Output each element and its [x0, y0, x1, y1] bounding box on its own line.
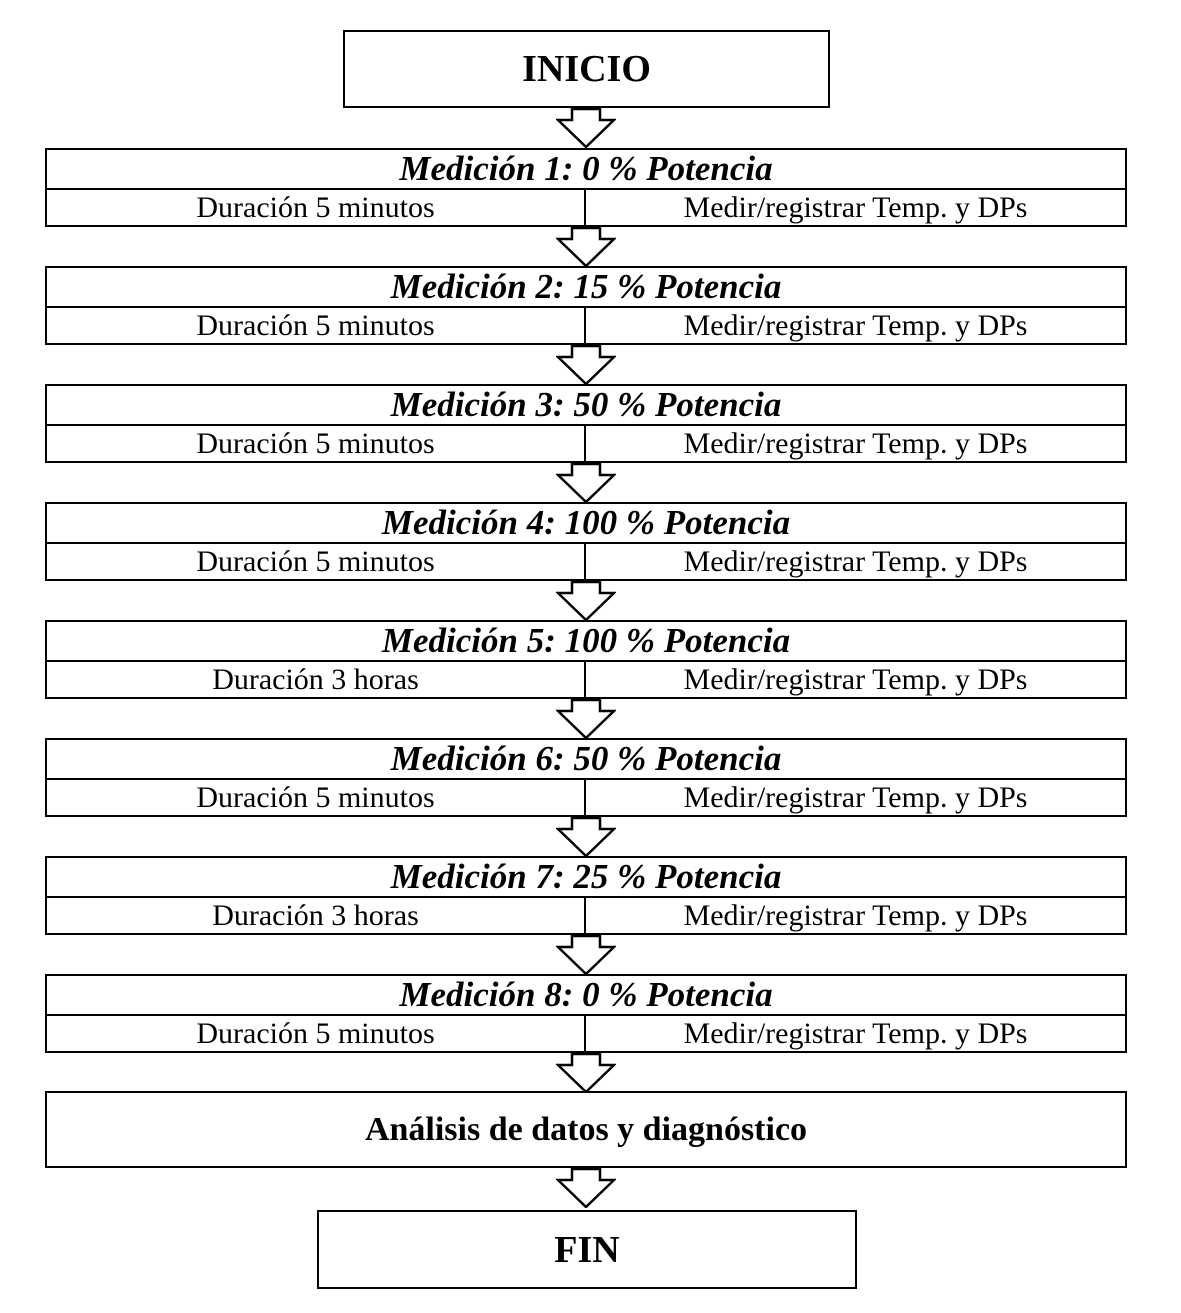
step-action: Medir/registrar Temp. y DPs	[683, 780, 1028, 814]
step-action: Medir/registrar Temp. y DPs	[683, 544, 1028, 578]
step-title: Medición 7: 25 % Potencia	[47, 858, 1125, 898]
analysis-label: Análisis de datos y diagnóstico	[364, 1110, 808, 1148]
step-1	[45, 148, 1127, 227]
step-3	[45, 384, 1127, 463]
step-7	[45, 856, 1127, 935]
arrow-down-icon	[556, 581, 616, 621]
end-label: FIN	[554, 1228, 620, 1271]
step-duration: Duración 5 minutos	[47, 308, 586, 343]
arrow-down-icon	[556, 699, 616, 739]
step-action: Medir/registrar Temp. y DPs	[683, 308, 1028, 342]
step-duration: Duración 3 horas	[47, 662, 586, 697]
start-node	[343, 30, 830, 108]
step-title: Medición 3: 50 % Potencia	[47, 386, 1125, 426]
step-title: Medición 8: 0 % Potencia	[47, 976, 1125, 1016]
step-8	[45, 974, 1127, 1053]
step-duration: Duración 5 minutos	[47, 544, 586, 579]
step-duration: Duración 5 minutos	[47, 1016, 586, 1051]
arrow-down-icon	[556, 935, 616, 975]
arrow-down-icon	[556, 463, 616, 503]
step-action: Medir/registrar Temp. y DPs	[683, 662, 1028, 696]
step-duration: Duración 5 minutos	[47, 426, 586, 461]
step-title: Medición 1: 0 % Potencia	[47, 150, 1125, 190]
step-action: Medir/registrar Temp. y DPs	[683, 426, 1028, 460]
step-action: Medir/registrar Temp. y DPs	[683, 1016, 1028, 1050]
step-title: Medición 5: 100 % Potencia	[47, 622, 1125, 662]
step-5	[45, 620, 1127, 699]
step-title: Medición 2: 15 % Potencia	[47, 268, 1125, 308]
step-title: Medición 4: 100 % Potencia	[47, 504, 1125, 544]
arrow-down-icon	[556, 817, 616, 857]
arrow-down-icon	[556, 345, 616, 385]
start-label: INICIO	[522, 48, 651, 90]
arrow-down-icon	[556, 1053, 616, 1093]
step-4	[45, 502, 1127, 581]
step-action: Medir/registrar Temp. y DPs	[683, 898, 1028, 932]
arrow-down-icon	[556, 1168, 616, 1208]
step-duration: Duración 5 minutos	[47, 190, 586, 225]
step-action: Medir/registrar Temp. y DPs	[683, 190, 1028, 224]
analysis-node	[45, 1091, 1127, 1168]
step-6	[45, 738, 1127, 817]
step-duration: Duración 5 minutos	[47, 780, 586, 815]
step-duration: Duración 3 horas	[47, 898, 586, 933]
arrow-down-icon	[556, 227, 616, 267]
step-2	[45, 266, 1127, 345]
step-title: Medición 6: 50 % Potencia	[47, 740, 1125, 780]
arrow-down-icon	[556, 108, 616, 148]
end-node	[317, 1210, 857, 1289]
